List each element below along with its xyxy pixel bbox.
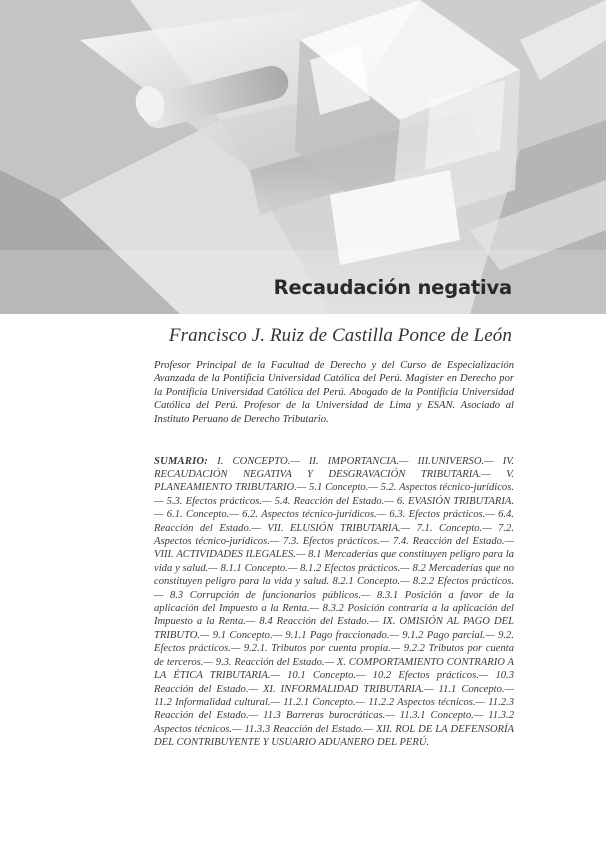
author-bio: Profesor Principal de la Facultad de Derecho y del Curso de Especialización Avanzada de la Pontificia Universidad Católica del Perú. Magíster en Derecho por la Pontificia Universidad Católica del Perú. Abogado de la Pontificia Universidad Católica del Perú. Profesor de la Universidad de Lima y ESAN. Asociado al Instituto Peruano de Derecho Tributario.	[154, 359, 514, 425]
article-title: Recaudación negativa	[273, 276, 512, 299]
glass-cube-illustration	[0, 0, 606, 314]
summary-paragraph	[154, 455, 514, 750]
summary-label: SUMARIO:	[154, 455, 208, 467]
author-name: Francisco J. Ruiz de Castilla Ponce de León	[168, 325, 512, 346]
cover-banner	[0, 0, 606, 314]
summary-body: I. CONCEPTO.— II. IMPORTANCIA.— III.UNIVERSO.— IV. RECAUDACIÓN NEGATIVA Y DESGRAVACIÓN TRIBUTARIA.— V. PLANEAMIENTO TRIBUTARIO.— 5.1 Concepto.— 5.2. Aspectos técnico-jurídicos.— 5.3. Efectos prácticos.— 5.4. Reacción del Estado.— 6. EVASIÓN TRIBUTARIA.— 6.1. Concepto.— 6.2. Aspectos técnico-jurídicos.— 6.3. Efectos prácticos.— 6.4. Reacción del Estado.— VII. ELUSIÓN TRIBUTARIA.— 7.1. Concepto.— 7.2. Aspectos técnico-jurídicos.— 7.3. Efectos prácticos.— 7.4. Reacción del Estado.— VIII. ACTIVIDADES ILEGALES.— 8.1 Mercaderías que constituyen peligro para la vida y salud.— 8.1.1 Concepto.— 8.1.2 Efectos prácticos.— 8.2 Mercaderías que no constituyen peligro para la vida y salud. 8.2.1 Concepto.— 8.2.2 Efectos prácticos.— 8.3 Corrupción de funcionarios públicos.— 8.3.1 Posición a favor de la aplicación del Impuesto a la Renta.— 8.3.2 Posición contraria a la aplicación del Impuesto a la Renta.— 8.4 Reacción del Estado.— IX. OMISIÓN AL PAGO DEL TRIBUTO.— 9.1 Concepto.— 9.1.1 Pago fraccionado.— 9.1.2 Pago parcial.— 9.2. Efectos prácticos.— 9.2.1. Tributos por cuenta propia.— 9.2.2 Tributos por cuenta de terceros.— 9.3. Reacción del Estado.— X. COMPORTAMIENTO CONTRARIO A LA ÉTICA TRIBUTARIA.— 10.1 Concepto.— 10.2 Efectos prácticos.— 10.3 Reacción del Estado.— XI. INFORMALIDAD TRIBUTARIA.— 11.1 Concepto.— 11.2 Informalidad cultural.— 11.2.1 Concepto.— 11.2.2 Aspectos técnicos.— 11.2.3 Reacción del Estado.— 11.3 Barreras burocráticas.— 11.3.1 Concepto.— 11.3.2 Aspectos técnicos.— 11.3.3 Reacción del Estado.— XII. ROL DE LA DEFENSORÍA DEL CONTRIBUYENTE Y USUARIO ADUANERO DEL PERÚ.	[154, 455, 514, 749]
